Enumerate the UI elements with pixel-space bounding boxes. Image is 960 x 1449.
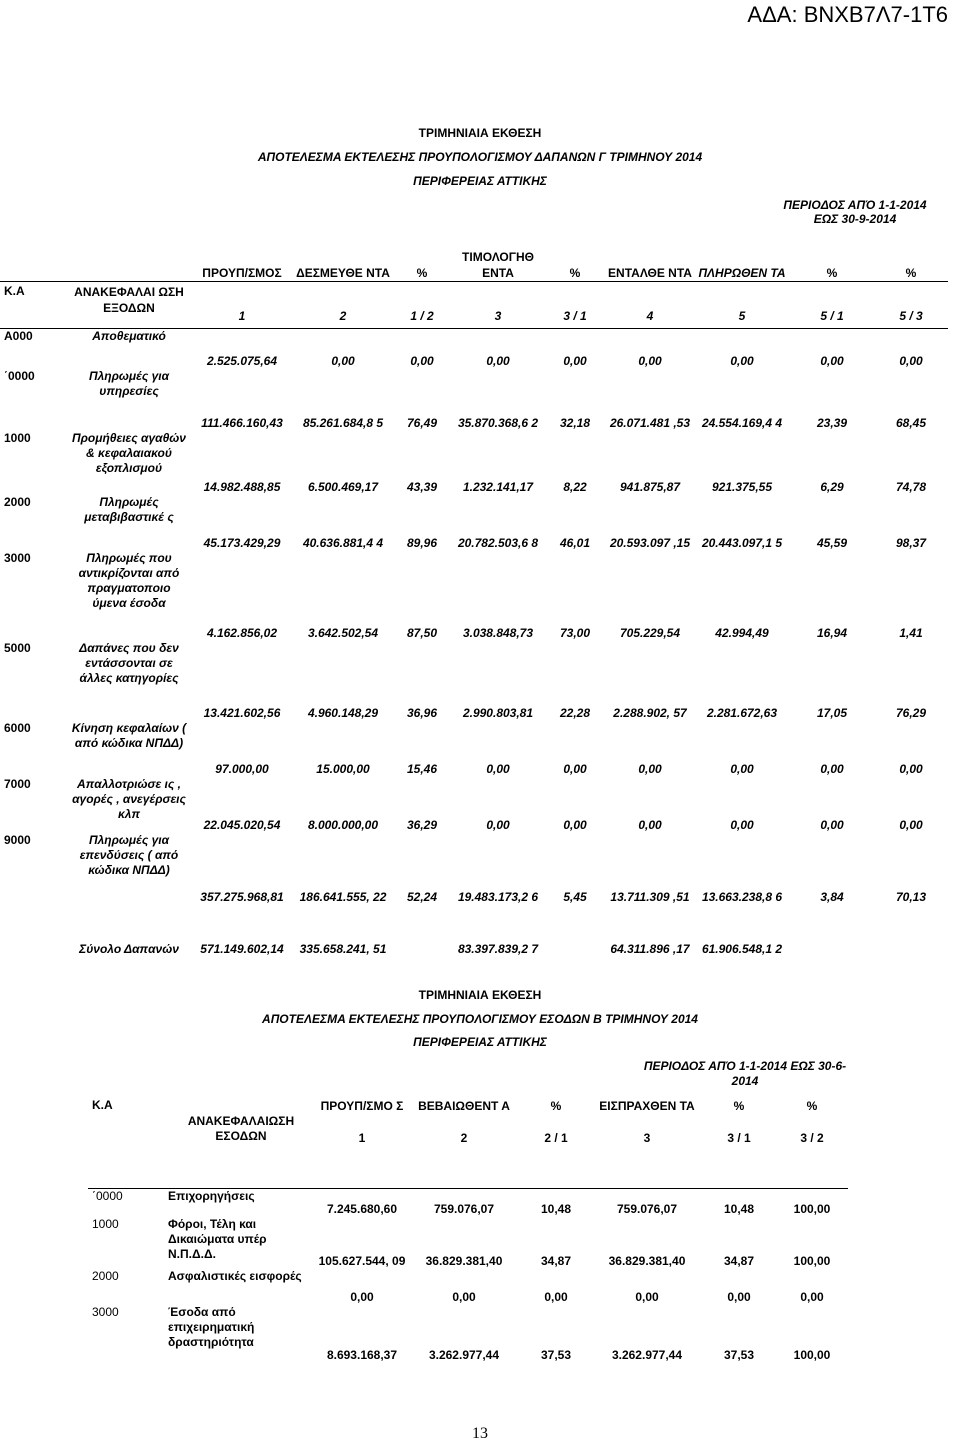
cell-value: 8.000.000,00: [307, 817, 379, 832]
col-header-pct: %: [826, 266, 838, 280]
cell-value: 70,13: [895, 889, 927, 904]
col-header-invoiced: ΤΙΜΟΛΟΓΗΘ ΕΝΤΑ: [462, 250, 534, 280]
col-number: 2: [460, 1131, 468, 1145]
cell-value: 15,46: [406, 761, 438, 776]
cell-value: 20.443.097,1 5: [701, 535, 783, 550]
cell-value: 0,00: [800, 1289, 824, 1304]
ka-header: Κ.Α: [92, 1098, 113, 1112]
page-number: 13: [472, 1425, 488, 1442]
col-header-pct: %: [905, 266, 917, 280]
col-header-pct: %: [569, 266, 581, 280]
cell-value: 0,00: [638, 761, 662, 776]
cell-value: 20.782.503,6 8: [457, 535, 539, 550]
report1-subtitle: ΑΠΟΤΕΛΕΣΜΑ ΕΚΤΕΛΕΣΗΣ ΠΡΟΥΠΟΛΟΓΙΣΜΟΥ ΔΑΠΑΝΩΝ Γ ΤΡΙΜΗΝΟΥ 2014: [257, 150, 703, 164]
report2-period-from: ΠΕΡΙΟΔΟΣ ΑΠΌ 1-1-2014 ΕΩΣ 30-6-: [643, 1059, 847, 1073]
account-label: Κίνηση κεφαλαίων ( από κώδικα ΝΠΔΔ): [71, 720, 187, 750]
cell-value: 100,00: [793, 1347, 831, 1362]
cell-value: 35.870.368,6 2: [457, 415, 539, 430]
cell-value: 14.982.488,85: [203, 479, 281, 494]
ka-header: Κ.Α: [0, 282, 68, 329]
cell-value: 0,00: [486, 761, 510, 776]
cell-value: 76,49: [406, 415, 438, 430]
table-row: [0, 431, 948, 495]
col-number: 1 / 2: [392, 282, 452, 329]
account-label: Αποθεματικό: [92, 329, 166, 343]
cell-value: 2.288.902, 57: [613, 705, 687, 720]
cell-value: 36,29: [406, 817, 438, 832]
table-row: [0, 495, 948, 551]
cell-value: 22,28: [559, 705, 591, 720]
cell-value: 0,00: [820, 761, 844, 776]
account-code: Α000: [4, 329, 33, 343]
cell-value: 5,45: [563, 889, 587, 904]
cell-value: 34,87: [540, 1253, 572, 1268]
account-label: Πληρωμές για υπηρεσίες: [88, 368, 170, 398]
cell-value: 759.076,07: [616, 1201, 678, 1216]
account-label: Ασφαλιστικές εισφορές: [168, 1268, 302, 1283]
account-label: Πληρωμές μεταβιβαστικέ ς: [84, 494, 174, 524]
cell-value: 0,00: [635, 1289, 659, 1304]
account-label: Έσοδα από επιχειρηματική δραστηριότητα: [168, 1304, 255, 1349]
total-value: 335.658.241, 51: [299, 941, 387, 956]
cell-value: 0,00: [486, 817, 510, 832]
table-row: [88, 1217, 848, 1269]
cell-value: 23,39: [816, 415, 848, 430]
cell-value: 0,00: [820, 817, 844, 832]
cell-value: 0,00: [563, 761, 587, 776]
account-code: 1000: [92, 1216, 119, 1231]
cell-value: 0,00: [638, 353, 662, 368]
cell-value: 3.262.977,44: [428, 1347, 500, 1362]
cell-value: 105.627.544, 09: [318, 1253, 406, 1268]
report1-period-from: ΠΕΡΙΟΔΟΣ ΑΠΌ 1-1-2014: [783, 198, 927, 212]
col-header-collected: ΕΙΣΠΡΑΧΘΕΝ ΤΑ: [599, 1099, 695, 1113]
total-value: 83.397.839,2 7: [457, 941, 539, 956]
cell-value: 6,29: [820, 479, 844, 494]
cell-value: 76,29: [895, 705, 927, 720]
report2-period-to: 2014: [731, 1074, 759, 1088]
col-number: 3 / 1: [727, 1131, 751, 1145]
account-code: 2000: [4, 494, 31, 509]
table-row: [0, 777, 948, 833]
col-header-budget: ΠΡΟΥΠ/ΣΜΟΣ: [202, 266, 282, 280]
cell-value: 8.693.168,37: [326, 1347, 398, 1362]
cell-value: 98,37: [895, 535, 927, 550]
cell-value: 87,50: [406, 625, 438, 640]
cell-value: 74,78: [895, 479, 927, 494]
cell-value: 4.162.856,02: [206, 625, 278, 640]
report2-region: ΠΕΡΙΦΕΡΕΙΑΣ ΑΤΤΙΚΗΣ: [413, 1035, 547, 1049]
cell-value: 36,96: [406, 705, 438, 720]
report1-period-to: ΕΩΣ 30-9-2014: [813, 212, 897, 226]
table-row: [0, 329, 948, 369]
cell-value: 85.261.684,8 5: [302, 415, 384, 430]
col-header-pct: %: [806, 1099, 818, 1113]
expenses-table: [0, 235, 948, 957]
col-number: 3 / 1: [544, 282, 606, 329]
report1-title: ΤΡΙΜΗΝΙΑΙΑ ΕΚΘΕΣΗ: [418, 126, 542, 140]
account-label: Απαλλοτριώσε ις , αγορές , ανεγέρσεις κλπ: [72, 776, 186, 821]
cell-value: 3.038.848,73: [462, 625, 534, 640]
cell-value: 10,48: [723, 1201, 755, 1216]
cell-value: 26.071.481 ,53: [609, 415, 691, 430]
cell-value: 1.232.141,17: [462, 479, 534, 494]
total-value: 61.906.548,1 2: [701, 941, 783, 956]
cell-value: 1,41: [899, 625, 923, 640]
cell-value: 22.045.020,54: [203, 817, 281, 832]
cell-value: 7.245.680,60: [326, 1201, 398, 1216]
cell-value: 16,94: [816, 625, 848, 640]
col-header-pct: %: [733, 1099, 745, 1113]
table-row: [88, 1269, 848, 1305]
cell-value: 0,00: [727, 1289, 751, 1304]
cell-value: 0,00: [563, 817, 587, 832]
total-row: [0, 905, 948, 957]
account-code: ΄0000: [92, 1189, 123, 1203]
cell-value: 46,01: [559, 535, 591, 550]
cell-value: 2.990.803,81: [462, 705, 534, 720]
cell-value: 941.875,87: [619, 479, 681, 494]
table-row: [0, 833, 948, 905]
cell-value: 40.636.881,4 4: [302, 535, 384, 550]
cell-value: 357.275.968,81: [200, 889, 284, 904]
cell-value: 68,45: [895, 415, 927, 430]
account-code: 3000: [4, 550, 31, 565]
cell-value: 4.960.148,29: [307, 705, 379, 720]
cell-value: 0,00: [486, 353, 510, 368]
cell-value: 0,00: [350, 1289, 374, 1304]
table-row: [0, 369, 948, 431]
col-header-pct: %: [416, 266, 428, 280]
cell-value: 3.642.502,54: [307, 625, 379, 640]
cell-value: 0,00: [820, 353, 844, 368]
cell-value: 705.229,54: [619, 625, 681, 640]
col-number: 2 / 1: [544, 1131, 568, 1145]
desc-header: ΑΝΑΚΕΦΑΛΑΙ ΩΣΗ ΕΞΟΔΩΝ: [68, 282, 190, 329]
header-row: [0, 235, 948, 282]
cell-value: 0,00: [452, 1289, 476, 1304]
cell-value: 0,00: [638, 817, 662, 832]
cell-value: 111.466.160,43: [201, 415, 283, 430]
cell-value: 0,00: [899, 353, 923, 368]
revenue-table: [88, 1188, 848, 1363]
account-code: 2000: [92, 1268, 119, 1283]
account-label: Δαπάνες που δεν εντάσσονται σε άλλες κατηγορίες: [79, 640, 179, 685]
total-value: 571.149.602,14: [200, 941, 284, 956]
col-number: 3: [643, 1131, 651, 1145]
ada-header: ΑΔΑ: ΒΝΧΒ7Λ7-1Τ6: [747, 2, 948, 27]
cell-value: 24.554.169,4 4: [701, 415, 783, 430]
cell-value: 10,48: [540, 1201, 572, 1216]
cell-value: 6.500.469,17: [307, 479, 379, 494]
account-code: 3000: [92, 1304, 119, 1319]
header-number-row: [0, 282, 948, 329]
cell-value: 13.711.309 ,51: [610, 889, 690, 904]
cell-value: 2.525.075,64: [206, 353, 278, 368]
col-header-ordered: ΕΝΤΑΛΘΕ ΝΤΑ: [608, 266, 692, 280]
cell-value: 759.076,07: [433, 1201, 495, 1216]
cell-value: 73,00: [559, 625, 591, 640]
cell-value: 52,24: [406, 889, 438, 904]
report2-title: ΤΡΙΜΗΝΙΑΙΑ ΕΚΘΕΣΗ: [418, 988, 542, 1002]
table-row: [88, 1305, 848, 1363]
col-header-paid: ΠΛΗΡΩΘΕΝ ΤΑ: [698, 266, 786, 280]
col-number: 5 / 3: [874, 282, 948, 329]
col-number: 2: [294, 282, 392, 329]
cell-value: 37,53: [723, 1347, 755, 1362]
cell-value: 186.641.555, 22: [299, 889, 387, 904]
cell-value: 0,00: [410, 353, 434, 368]
col-header-certified: ΒΕΒΑΙΩΘΕΝΤ Α: [418, 1099, 510, 1113]
cell-value: 45,59: [816, 535, 848, 550]
account-code: 5000: [4, 640, 31, 655]
cell-value: 42.994,49: [715, 625, 769, 640]
total-value: 64.311.896 ,17: [610, 941, 690, 956]
desc-header: ΑΝΑΚΕΦΑΛΑΙΩΣΗ ΕΣΟΔΩΝ: [187, 1114, 295, 1143]
revenue-header-table: [88, 1098, 848, 1158]
col-number: 1: [358, 1131, 366, 1145]
col-header-pct: %: [550, 1099, 562, 1113]
account-code: ΄0000: [4, 368, 35, 383]
cell-value: 0,00: [730, 761, 754, 776]
table-row: [0, 641, 948, 721]
cell-value: 0,00: [331, 353, 355, 368]
cell-value: 0,00: [544, 1289, 568, 1304]
account-code: 1000: [4, 430, 31, 445]
col-header-budget: ΠΡΟΥΠ/ΣΜΟ Σ: [320, 1099, 404, 1113]
cell-value: 0,00: [730, 353, 754, 368]
cell-value: 0,00: [563, 353, 587, 368]
col-header-committed: ΔΕΣΜΕΥΘΕ ΝΤΑ: [296, 266, 390, 280]
cell-value: 921.375,55: [711, 479, 773, 494]
table-row: [0, 551, 948, 641]
cell-value: 13.421.602,56: [203, 705, 281, 720]
cell-value: 97.000,00: [215, 761, 269, 776]
total-value: [790, 905, 874, 957]
col-number: 4: [606, 282, 694, 329]
cell-value: 0,00: [899, 761, 923, 776]
total-label: Σύνολο Δαπανών: [79, 941, 179, 956]
cell-value: 3,84: [820, 889, 844, 904]
col-number: 1: [190, 282, 294, 329]
cell-value: 13.663.238,8 6: [701, 889, 783, 904]
col-number: 3 / 2: [800, 1131, 824, 1145]
report1-region: ΠΕΡΙΦΕΡΕΙΑΣ ΑΤΤΙΚΗΣ: [413, 174, 547, 188]
account-code: 9000: [4, 832, 31, 847]
cell-value: 36.829.381,40: [425, 1253, 503, 1268]
col-number: 3: [452, 282, 544, 329]
cell-value: 8,22: [563, 479, 587, 494]
account-label: Πληρωμές που αντικρίζονται από πραγματοποιο ύμενα έσοδα: [78, 550, 180, 610]
total-value: [874, 905, 948, 957]
cell-value: 100,00: [793, 1253, 831, 1268]
account-code: 6000: [4, 720, 31, 735]
cell-value: 43,39: [406, 479, 438, 494]
report2-subtitle: ΑΠΟΤΕΛΕΣΜΑ ΕΚΤΕΛΕΣΗΣ ΠΡΟΥΠΟΛΟΓΙΣΜΟΥ ΕΣΟΔΩΝ Β ΤΡΙΜΗΝΟΥ 2014: [262, 1012, 698, 1026]
account-code: 7000: [4, 776, 31, 791]
total-value: [544, 905, 606, 957]
col-number: 5: [694, 282, 790, 329]
cell-value: 45.173.429,29: [203, 535, 281, 550]
cell-value: 20.593.097 ,15: [609, 535, 691, 550]
cell-value: 17,05: [816, 705, 848, 720]
account-label: Επιχορηγήσεις: [168, 1189, 255, 1203]
total-value: [392, 905, 452, 957]
cell-value: 100,00: [793, 1201, 831, 1216]
cell-value: 0,00: [899, 817, 923, 832]
cell-value: 89,96: [406, 535, 438, 550]
cell-value: 36.829.381,40: [608, 1253, 686, 1268]
account-label: Προμήθειες αγαθών & κεφαλαιακού εξοπλισμού: [72, 430, 186, 475]
account-label: Πληρωμές για επενδύσεις ( από κώδικα ΝΠΔΔ): [79, 832, 179, 877]
cell-value: 3.262.977,44: [611, 1347, 683, 1362]
cell-value: 2.281.672,63: [706, 705, 778, 720]
cell-value: 34,87: [723, 1253, 755, 1268]
col-number: 5 / 1: [790, 282, 874, 329]
account-label: Φόροι, Τέλη και Δικαιώματα υπέρ Ν.Π.Δ.Δ.: [168, 1216, 267, 1261]
cell-value: 37,53: [540, 1347, 572, 1362]
cell-value: 15.000,00: [316, 761, 370, 776]
cell-value: 19.483.173,2 6: [457, 889, 539, 904]
cell-value: 32,18: [559, 415, 591, 430]
table-row: [0, 721, 948, 777]
table-row: [88, 1189, 848, 1217]
cell-value: 0,00: [730, 817, 754, 832]
